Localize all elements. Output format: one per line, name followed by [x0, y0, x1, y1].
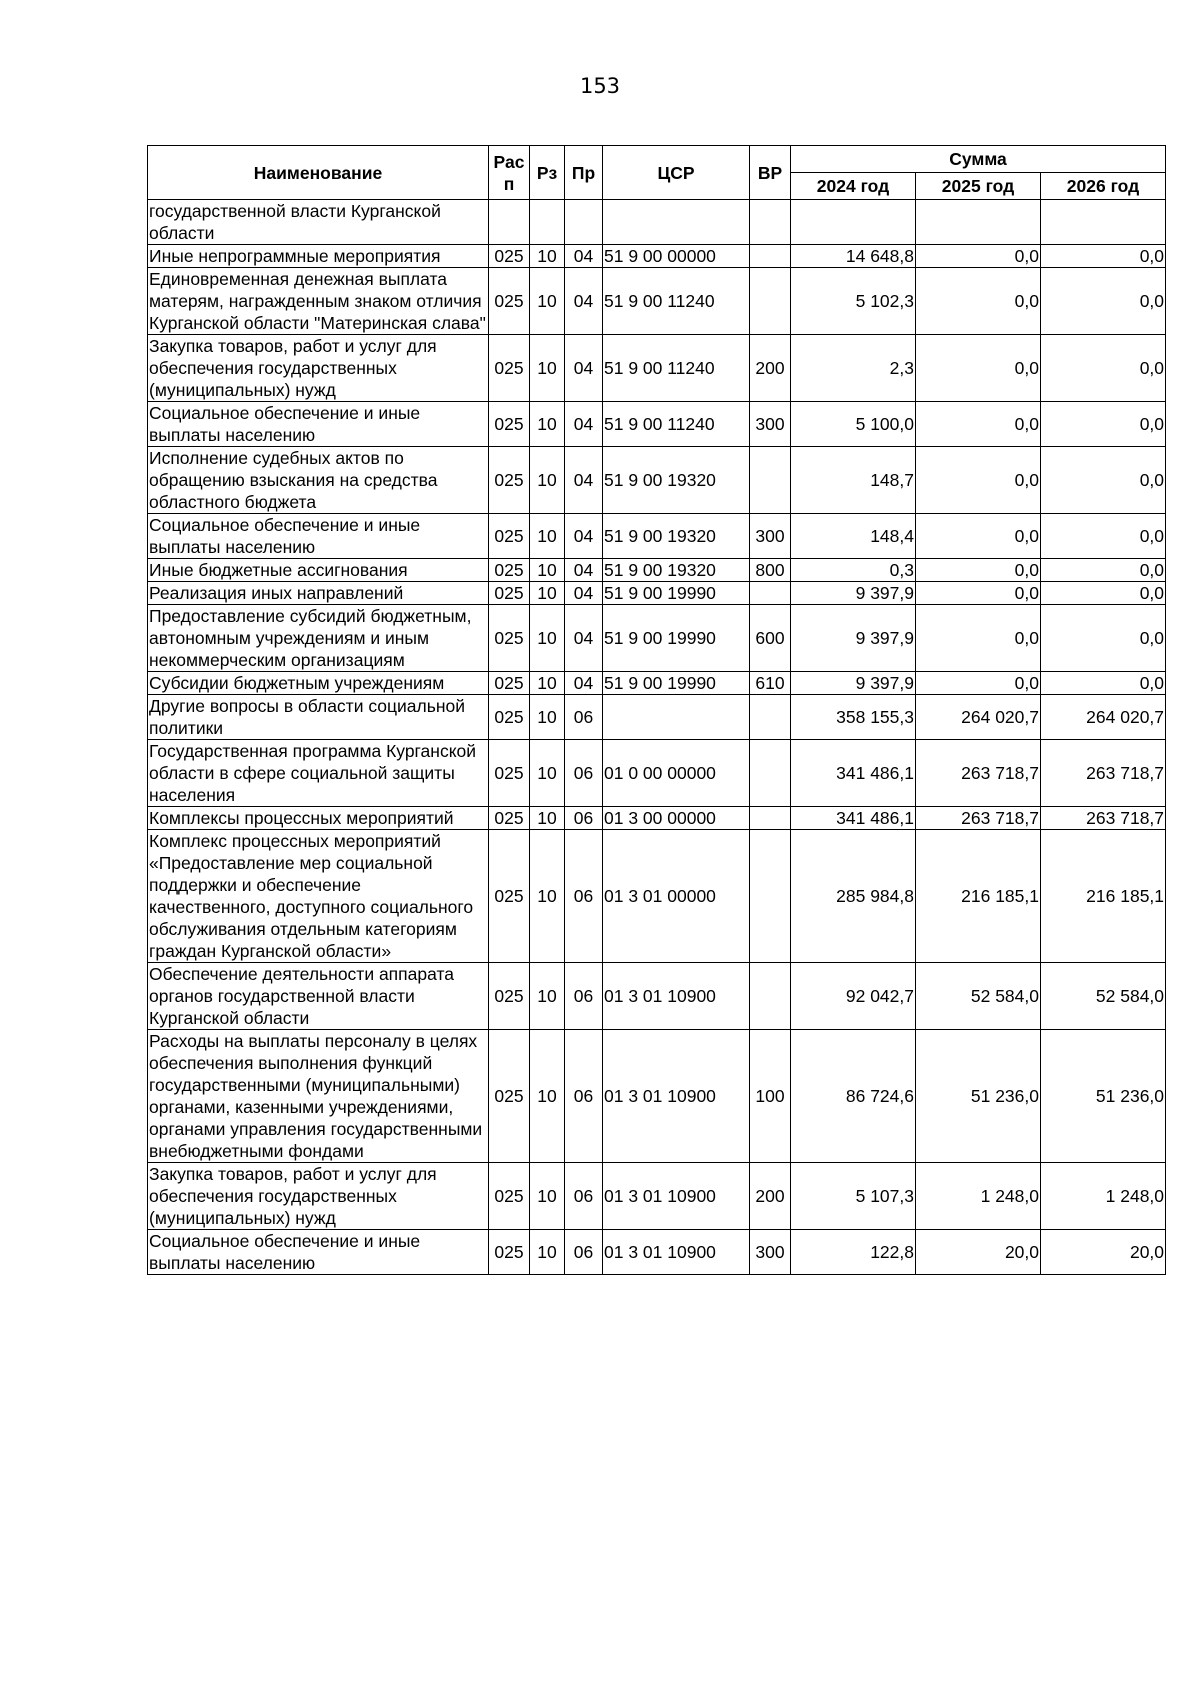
row-pr: 06	[565, 963, 603, 1030]
row-name: Единовременная денежная выплата матерям, награжденным знаком отличия Курганской области "Материнская слава"	[148, 268, 489, 335]
table-row	[148, 605, 1166, 672]
header-rasp: Рас п	[489, 146, 530, 200]
row-sum-2026: 263 718,7	[1041, 807, 1166, 830]
row-csr: 01 3 00 00000	[603, 807, 750, 830]
row-rasp: 025	[489, 402, 530, 447]
table-row	[148, 514, 1166, 559]
row-csr: 51 9 00 11240	[603, 335, 750, 402]
row-rasp: 025	[489, 740, 530, 807]
row-rz: 10	[530, 1230, 565, 1275]
row-name: Закупка товаров, работ и услуг для обеспечения государственных (муниципальных) нужд	[148, 1163, 489, 1230]
row-csr: 51 9 00 11240	[603, 402, 750, 447]
row-name: Закупка товаров, работ и услуг для обеспечения государственных (муниципальных) нужд	[148, 335, 489, 402]
row-rz: 10	[530, 245, 565, 268]
row-pr: 04	[565, 402, 603, 447]
row-sum-2026: 263 718,7	[1041, 740, 1166, 807]
row-sum-2024: 148,7	[791, 447, 916, 514]
table-row	[148, 200, 1166, 245]
row-vr	[750, 245, 791, 268]
table-row	[148, 245, 1166, 268]
row-rasp: 025	[489, 335, 530, 402]
row-name: Иные бюджетные ассигнования	[148, 559, 489, 582]
row-rz: 10	[530, 268, 565, 335]
row-csr: 51 9 00 19990	[603, 605, 750, 672]
table-header	[148, 146, 1166, 200]
row-sum-2025: 1 248,0	[916, 1163, 1041, 1230]
row-vr: 800	[750, 559, 791, 582]
row-pr: 04	[565, 605, 603, 672]
row-vr	[750, 582, 791, 605]
row-name: Государственная программа Курганской области в сфере социальной защиты населения	[148, 740, 489, 807]
row-pr: 04	[565, 447, 603, 514]
header-rz: Рз	[530, 146, 565, 200]
header-vr: ВР	[750, 146, 791, 200]
row-vr	[750, 963, 791, 1030]
row-sum-2025: 263 718,7	[916, 807, 1041, 830]
row-name: Комплекс процессных мероприятий «Предоставление мер социальной поддержки и обеспечение качественного, доступного социального обслуживания отдельным категориям граждан Курганской области»	[148, 830, 489, 963]
row-sum-2024: 285 984,8	[791, 830, 916, 963]
row-rz: 10	[530, 605, 565, 672]
row-sum-2026: 0,0	[1041, 268, 1166, 335]
row-csr: 51 9 00 00000	[603, 245, 750, 268]
table-row	[148, 559, 1166, 582]
row-pr: 06	[565, 1230, 603, 1275]
row-vr: 610	[750, 672, 791, 695]
table-row	[148, 672, 1166, 695]
row-rasp: 025	[489, 1030, 530, 1163]
row-sum-2026: 51 236,0	[1041, 1030, 1166, 1163]
row-sum-2024: 5 102,3	[791, 268, 916, 335]
row-sum-2024: 148,4	[791, 514, 916, 559]
row-sum-2026: 0,0	[1041, 335, 1166, 402]
row-name: Обеспечение деятельности аппарата органов государственной власти Курганской области	[148, 963, 489, 1030]
row-name: Другие вопросы в области социальной политики	[148, 695, 489, 740]
row-rz: 10	[530, 963, 565, 1030]
table-row	[148, 830, 1166, 963]
row-rz: 10	[530, 695, 565, 740]
row-sum-2025: 0,0	[916, 605, 1041, 672]
header-csr: ЦСР	[603, 146, 750, 200]
row-pr: 06	[565, 807, 603, 830]
row-sum-2026: 0,0	[1041, 402, 1166, 447]
row-rasp: 025	[489, 830, 530, 963]
row-pr: 04	[565, 335, 603, 402]
row-sum-2026: 52 584,0	[1041, 963, 1166, 1030]
row-rz: 10	[530, 830, 565, 963]
row-csr: 01 3 01 10900	[603, 963, 750, 1030]
row-rasp: 025	[489, 695, 530, 740]
row-sum-2026: 0,0	[1041, 447, 1166, 514]
row-rz: 10	[530, 402, 565, 447]
row-csr: 51 9 00 19320	[603, 514, 750, 559]
row-rz	[530, 200, 565, 245]
row-csr: 01 3 01 00000	[603, 830, 750, 963]
row-rasp: 025	[489, 807, 530, 830]
row-sum-2026: 264 020,7	[1041, 695, 1166, 740]
page-number: 153	[579, 74, 621, 98]
row-rz: 10	[530, 514, 565, 559]
row-name: Предоставление субсидий бюджетным, автономным учреждениям и иным некоммерческим организациям	[148, 605, 489, 672]
row-pr: 04	[565, 582, 603, 605]
row-sum-2025: 0,0	[916, 514, 1041, 559]
row-vr: 600	[750, 605, 791, 672]
row-csr: 51 9 00 11240	[603, 268, 750, 335]
row-vr: 200	[750, 335, 791, 402]
row-pr: 06	[565, 830, 603, 963]
row-sum-2025: 52 584,0	[916, 963, 1041, 1030]
row-vr: 300	[750, 402, 791, 447]
row-pr: 06	[565, 695, 603, 740]
row-rz: 10	[530, 447, 565, 514]
row-sum-2025: 0,0	[916, 268, 1041, 335]
table-row	[148, 1163, 1166, 1230]
row-sum-2024: 5 100,0	[791, 402, 916, 447]
header-name: Наименование	[148, 146, 489, 200]
row-csr: 51 9 00 19320	[603, 447, 750, 514]
table-row	[148, 695, 1166, 740]
row-csr: 01 0 00 00000	[603, 740, 750, 807]
row-rasp: 025	[489, 582, 530, 605]
header-pr: Пр	[565, 146, 603, 200]
table-row	[148, 740, 1166, 807]
row-name: Социальное обеспечение и иные выплаты населению	[148, 514, 489, 559]
row-sum-2025: 0,0	[916, 582, 1041, 605]
row-name: Исполнение судебных актов по обращению взыскания на средства областного бюджета	[148, 447, 489, 514]
row-vr	[750, 200, 791, 245]
row-name: Реализация иных направлений	[148, 582, 489, 605]
row-sum-2026: 0,0	[1041, 559, 1166, 582]
budget-table	[147, 145, 1166, 1275]
row-rz: 10	[530, 672, 565, 695]
row-sum-2026: 0,0	[1041, 582, 1166, 605]
row-vr: 300	[750, 1230, 791, 1275]
header-year-2024: 2024 год	[791, 173, 916, 200]
row-sum-2026: 20,0	[1041, 1230, 1166, 1275]
row-rz: 10	[530, 582, 565, 605]
row-pr: 04	[565, 559, 603, 582]
header-year-2025: 2025 год	[916, 173, 1041, 200]
table-row	[148, 1030, 1166, 1163]
row-sum-2026: 0,0	[1041, 514, 1166, 559]
row-vr	[750, 268, 791, 335]
row-sum-2024: 14 648,8	[791, 245, 916, 268]
row-sum-2024: 5 107,3	[791, 1163, 916, 1230]
table-row	[148, 268, 1166, 335]
row-rasp	[489, 200, 530, 245]
row-sum-2024: 122,8	[791, 1230, 916, 1275]
row-sum-2025: 264 020,7	[916, 695, 1041, 740]
row-vr	[750, 447, 791, 514]
row-rasp: 025	[489, 268, 530, 335]
row-csr: 01 3 01 10900	[603, 1030, 750, 1163]
row-sum-2024: 341 486,1	[791, 740, 916, 807]
row-sum-2026: 1 248,0	[1041, 1163, 1166, 1230]
row-rz: 10	[530, 1163, 565, 1230]
row-sum-2026: 0,0	[1041, 672, 1166, 695]
row-sum-2024: 9 397,9	[791, 605, 916, 672]
row-rz: 10	[530, 559, 565, 582]
row-sum-2024: 341 486,1	[791, 807, 916, 830]
row-csr: 51 9 00 19990	[603, 582, 750, 605]
row-pr	[565, 200, 603, 245]
table-row	[148, 335, 1166, 402]
row-sum-2024: 0,3	[791, 559, 916, 582]
row-pr: 04	[565, 268, 603, 335]
row-sum-2024: 9 397,9	[791, 582, 916, 605]
row-sum-2025: 0,0	[916, 559, 1041, 582]
row-csr	[603, 695, 750, 740]
row-sum-2025	[916, 200, 1041, 245]
table-row	[148, 1230, 1166, 1275]
row-pr: 06	[565, 1030, 603, 1163]
row-rasp: 025	[489, 559, 530, 582]
row-name: государственной власти Курганской области	[148, 200, 489, 245]
row-sum-2025: 51 236,0	[916, 1030, 1041, 1163]
row-rz: 10	[530, 335, 565, 402]
row-rasp: 025	[489, 1230, 530, 1275]
row-sum-2024	[791, 200, 916, 245]
row-rasp: 025	[489, 963, 530, 1030]
table-row	[148, 963, 1166, 1030]
row-rasp: 025	[489, 1163, 530, 1230]
header-year-2026: 2026 год	[1041, 173, 1166, 200]
row-sum-2024: 9 397,9	[791, 672, 916, 695]
table-body	[148, 200, 1166, 1275]
row-vr	[750, 807, 791, 830]
row-sum-2025: 216 185,1	[916, 830, 1041, 963]
row-rasp: 025	[489, 605, 530, 672]
row-pr: 06	[565, 1163, 603, 1230]
row-sum-2025: 0,0	[916, 447, 1041, 514]
row-name: Иные непрограммные мероприятия	[148, 245, 489, 268]
row-csr: 51 9 00 19990	[603, 672, 750, 695]
row-name: Расходы на выплаты персоналу в целях обеспечения выполнения функций государственными (муниципальными) органами, казенными учреждениями, органами управления государственными внебюджетными фондами	[148, 1030, 489, 1163]
row-csr: 01 3 01 10900	[603, 1163, 750, 1230]
row-rasp: 025	[489, 245, 530, 268]
row-pr: 06	[565, 740, 603, 807]
row-vr	[750, 830, 791, 963]
row-name: Комплексы процессных мероприятий	[148, 807, 489, 830]
row-sum-2024: 358 155,3	[791, 695, 916, 740]
table-row	[148, 447, 1166, 514]
row-name: Социальное обеспечение и иные выплаты населению	[148, 402, 489, 447]
row-csr: 01 3 01 10900	[603, 1230, 750, 1275]
row-sum-2026: 216 185,1	[1041, 830, 1166, 963]
row-sum-2025: 0,0	[916, 672, 1041, 695]
row-vr: 100	[750, 1030, 791, 1163]
row-pr: 04	[565, 245, 603, 268]
row-vr: 200	[750, 1163, 791, 1230]
row-name: Социальное обеспечение и иные выплаты населению	[148, 1230, 489, 1275]
row-csr	[603, 200, 750, 245]
row-sum-2026	[1041, 200, 1166, 245]
row-vr	[750, 695, 791, 740]
row-sum-2025: 0,0	[916, 335, 1041, 402]
row-pr: 04	[565, 514, 603, 559]
row-sum-2024: 92 042,7	[791, 963, 916, 1030]
row-sum-2026: 0,0	[1041, 605, 1166, 672]
row-sum-2025: 0,0	[916, 402, 1041, 447]
row-vr	[750, 740, 791, 807]
row-sum-2025: 0,0	[916, 245, 1041, 268]
table-row	[148, 807, 1166, 830]
row-rz: 10	[530, 1030, 565, 1163]
row-sum-2024: 86 724,6	[791, 1030, 916, 1163]
row-sum-2025: 20,0	[916, 1230, 1041, 1275]
table-row	[148, 582, 1166, 605]
row-rz: 10	[530, 807, 565, 830]
row-name: Субсидии бюджетным учреждениям	[148, 672, 489, 695]
row-csr: 51 9 00 19320	[603, 559, 750, 582]
table-row	[148, 402, 1166, 447]
row-sum-2025: 263 718,7	[916, 740, 1041, 807]
row-sum-2024: 2,3	[791, 335, 916, 402]
row-sum-2026: 0,0	[1041, 245, 1166, 268]
row-pr: 04	[565, 672, 603, 695]
row-vr: 300	[750, 514, 791, 559]
row-rasp: 025	[489, 672, 530, 695]
row-rasp: 025	[489, 447, 530, 514]
row-rz: 10	[530, 740, 565, 807]
row-rasp: 025	[489, 514, 530, 559]
header-sum: Сумма	[791, 146, 1166, 173]
